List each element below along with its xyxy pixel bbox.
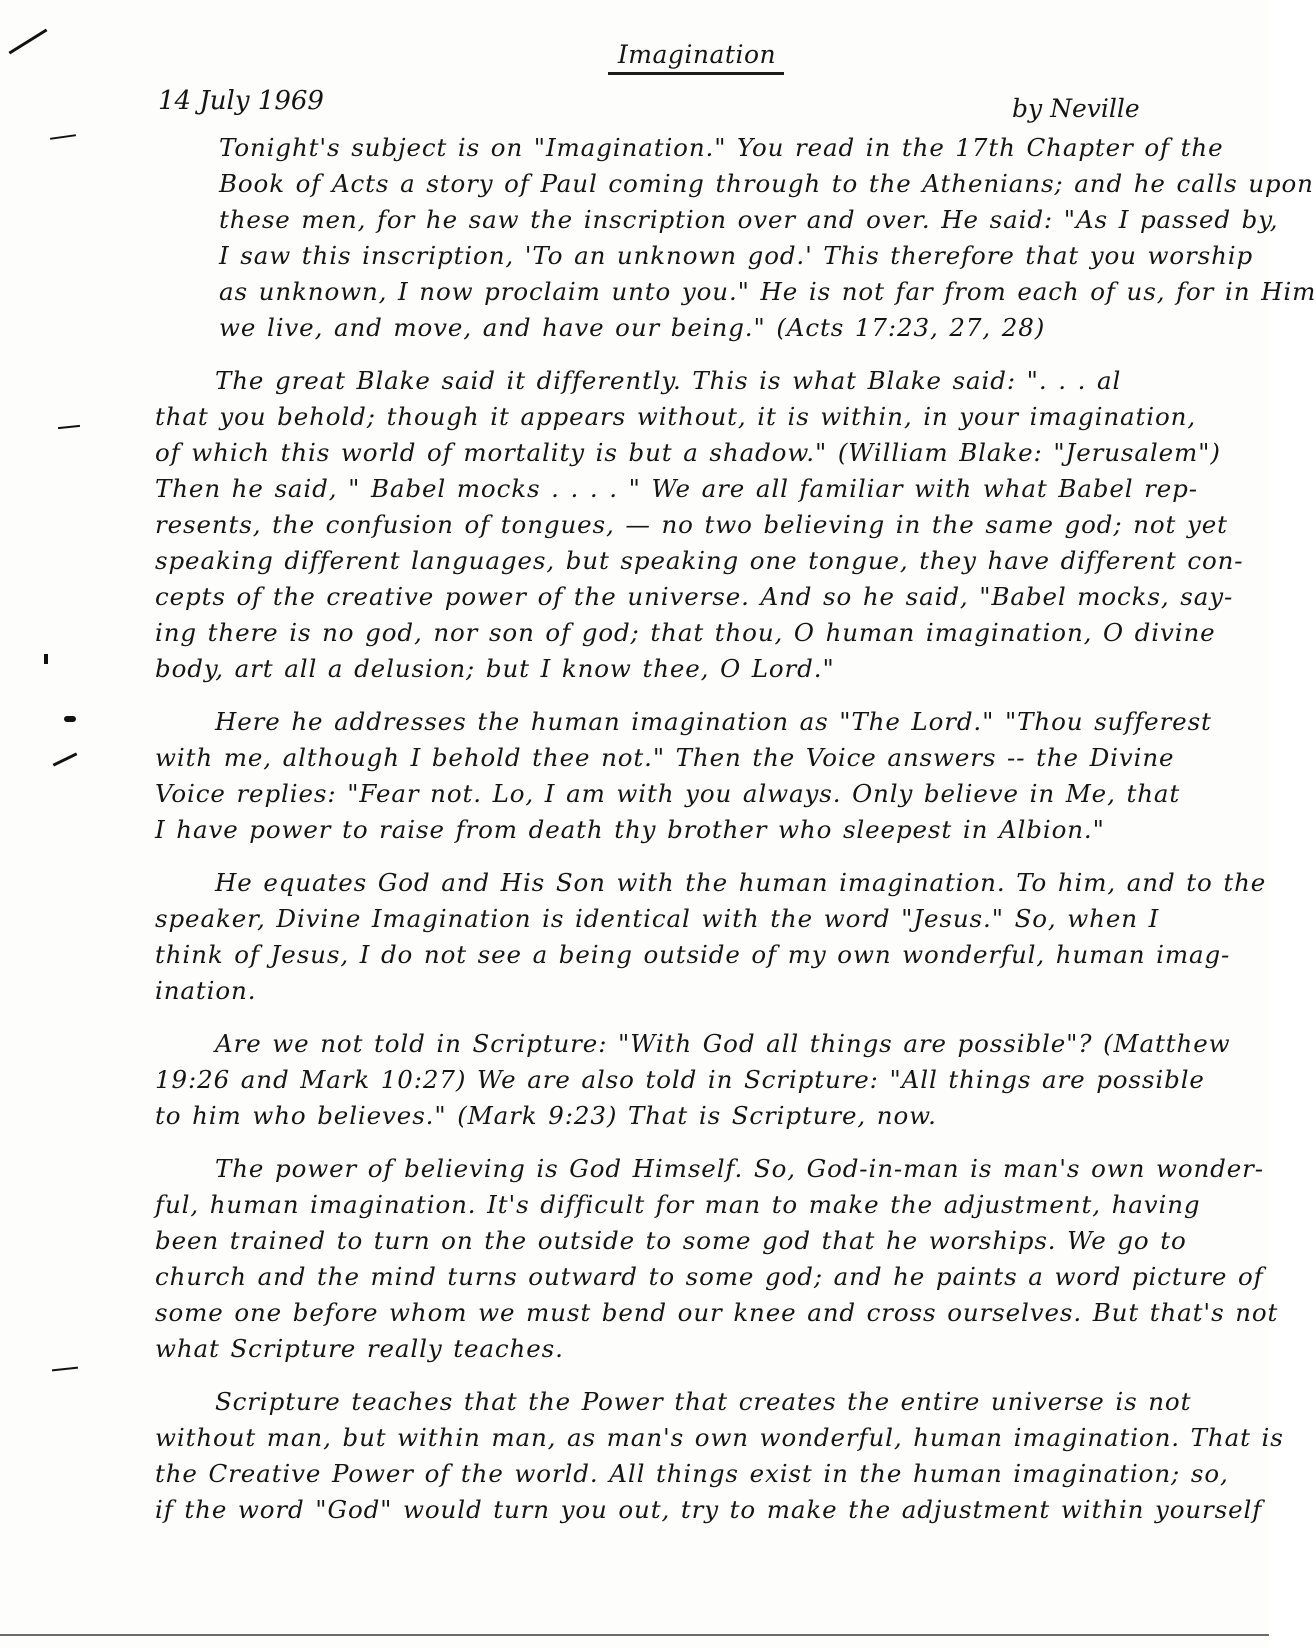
text-line: body, art all a delusion; but I know thee, O Lord." xyxy=(155,654,835,683)
text-line: The power of believing is God Himself. So, God-in-man is man's own wonder- xyxy=(215,1154,1264,1183)
text-line: church and the mind turns outward to some god; and he paints a word picture of xyxy=(155,1262,1264,1291)
text-line: speaking different languages, but speaking one tongue, they have different con- xyxy=(155,546,1244,575)
text-line: resents, the confusion of tongues, — no two believing in the same god; not yet xyxy=(155,510,1228,539)
text-line: that you behold; though it appears without, it is within, in your imagination, xyxy=(155,402,1197,431)
text-line: ing there is no god, nor son of god; that thou, O human imagination, O divine xyxy=(155,618,1216,647)
text-line: cepts of the creative power of the universe. And so he said, "Babel mocks, say- xyxy=(155,582,1234,611)
margin-mark xyxy=(9,29,48,55)
paragraph xyxy=(155,1384,1284,1528)
text-line: Voice replies: "Fear not. Lo, I am with you always. Only believe in Me, that xyxy=(155,779,1181,808)
text-line: been trained to turn on the outside to some god that he worships. We go to xyxy=(155,1226,1187,1255)
text-line: some one before whom we must bend our knee and cross ourselves. But that's not xyxy=(155,1298,1279,1327)
margin-mark xyxy=(64,716,76,722)
lecture-date: 14 July 1969 xyxy=(158,86,324,116)
text-line: as unknown, I now proclaim unto you." He is not far from each of us, for in Him xyxy=(219,277,1316,306)
text-line: ful, human imagination. It's difficult for man to make the adjustment, having xyxy=(155,1190,1201,1219)
text-line: ination. xyxy=(155,976,257,1005)
text-line: I saw this inscription, 'To an unknown god.' This therefore that you worship xyxy=(219,241,1254,270)
margin-mark xyxy=(50,134,76,140)
text-line: He equates God and His Son with the human imagination. To him, and to the xyxy=(215,868,1267,897)
title-underline xyxy=(608,72,784,75)
text-line: of which this world of mortality is but a shadow." (William Blake: "Jerusalem") xyxy=(155,438,1221,467)
text-line: what Scripture really teaches. xyxy=(155,1334,564,1363)
margin-mark xyxy=(58,425,80,429)
text-line: The great Blake said it differently. This is what Blake said: ". . . al xyxy=(215,366,1122,395)
margin-mark xyxy=(44,654,48,664)
paragraph xyxy=(155,130,1316,346)
author-byline: by Neville xyxy=(1012,94,1140,123)
text-line: Then he said, " Babel mocks . . . . " We are all familiar with what Babel rep- xyxy=(155,474,1198,503)
text-line: Book of Acts a story of Paul coming through to the Athenians; and he calls upon xyxy=(219,169,1314,198)
margin-mark xyxy=(53,752,78,766)
paragraph xyxy=(155,865,1267,1009)
text-line: with me, although I behold thee not." Then the Voice answers -- the Divine xyxy=(155,743,1175,772)
lecture-body xyxy=(155,130,1316,1528)
text-line: I have power to raise from death thy brother who sleepest in Albion." xyxy=(155,815,1105,844)
text-line: the Creative Power of the world. All things exist in the human imagination; so, xyxy=(155,1459,1229,1488)
text-line: these men, for he saw the inscription over and over. He said: "As I passed by, xyxy=(219,205,1279,234)
text-line: 19:26 and Mark 10:27) We are also told in Scripture: "All things are possible xyxy=(155,1065,1205,1094)
text-line: if the word "God" would turn you out, try to make the adjustment within yourself xyxy=(155,1495,1263,1524)
paragraph xyxy=(155,1151,1279,1367)
text-line: Scripture teaches that the Power that creates the entire universe is not xyxy=(215,1387,1192,1416)
text-line: without man, but within man, as man's own wonderful, human imagination. That is xyxy=(155,1423,1284,1452)
paragraph xyxy=(155,1026,1231,1134)
text-line: Here he addresses the human imagination as "The Lord." "Thou sufferest xyxy=(215,707,1212,736)
margin-mark xyxy=(52,1367,78,1372)
text-line: think of Jesus, I do not see a being outside of my own wonderful, human imag- xyxy=(155,940,1231,969)
text-line: to him who believes." (Mark 9:23) That is Scripture, now. xyxy=(155,1101,937,1130)
text-line: we live, and move, and have our being." (Acts 17:23, 27, 28) xyxy=(219,313,1046,342)
text-line: Are we not told in Scripture: "With God all things are possible"? (Matthew xyxy=(215,1029,1231,1058)
bottom-edge-mark xyxy=(0,1634,1269,1636)
text-line: speaker, Divine Imagination is identical with the word "Jesus." So, when I xyxy=(155,904,1160,933)
page-title: Imagination xyxy=(617,40,777,69)
text-line: Tonight's subject is on "Imagination." You read in the 17th Chapter of the xyxy=(219,133,1224,162)
paragraph xyxy=(155,704,1212,848)
paragraph xyxy=(155,363,1244,687)
